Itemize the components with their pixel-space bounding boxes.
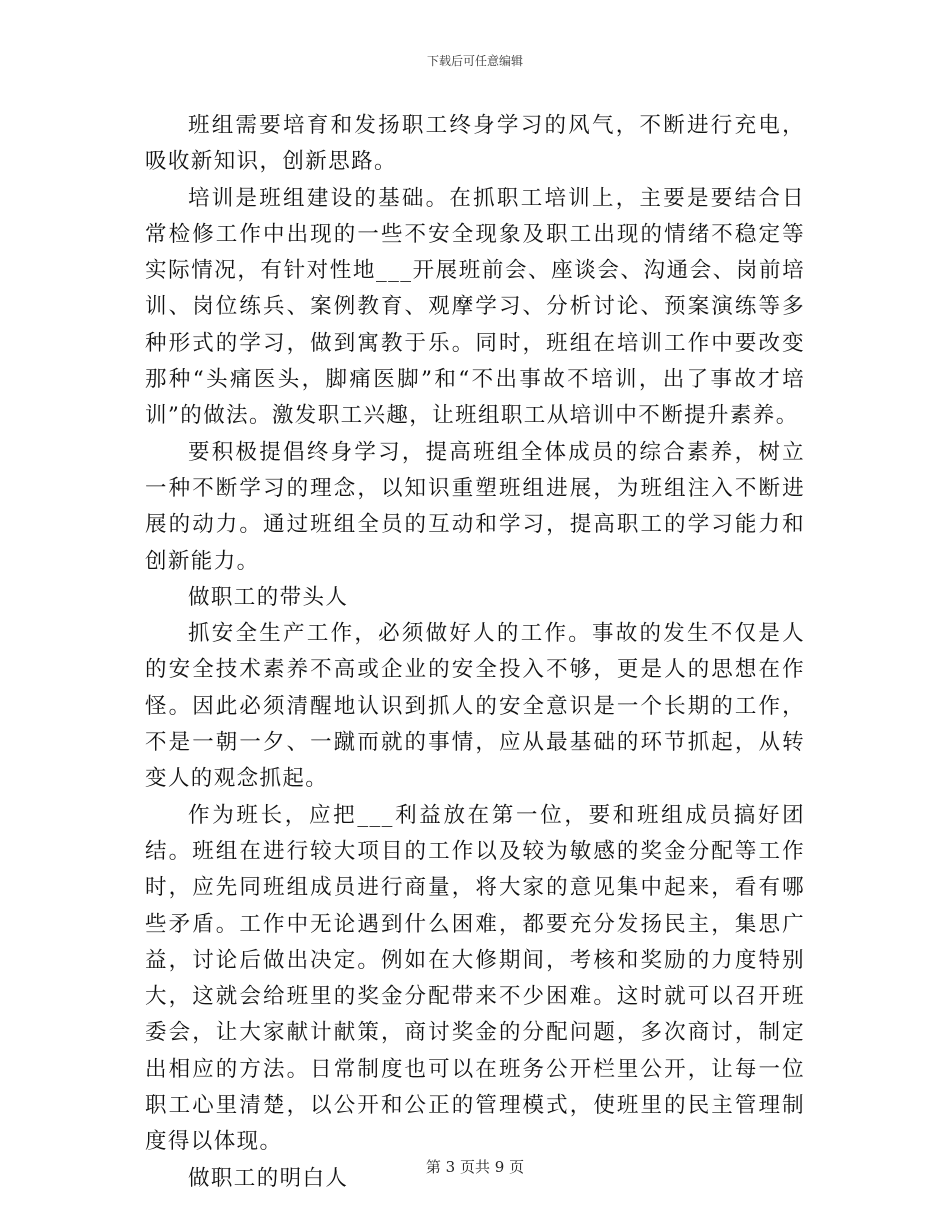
page-header: 下载后可任意编辑: [426, 54, 523, 68]
page-footer: 第 3 页共 9 页: [425, 1158, 525, 1176]
paragraph-safety-production: 抓安全生产工作，必须做好人的工作。事故的发生不仅是人的安全技术素养不高或企业的安全投入不够，更是人的思想在作怪。因此必须清醒地认识到抓人的安全意识是一个长期的工作，不是一朝一夕、一蹴而就的事情，应从最基础的环节抓起，从转变人的观念抓起。: [145, 621, 805, 792]
paragraph-lifelong-learning: 班组需要培育和发扬职工终身学习的风气，不断进行充电，吸收新知识，创新思路。: [145, 113, 805, 175]
paragraph-training: 培训是班组建设的基础。在抓职工培训上，主要是要结合日常检修工作中出现的一些不安全现象及职工出现的情绪不稳定等实际情况，有针对性地___开展班前会、座谈会、沟通会、岗前培训、岗位练兵、案例教育、观摩学习、分析讨论、预案演练等多种形式的学习，做到寓教于乐。同时，班组在培训工作中要改变那种“头痛医头，脚痛医脚”和“不出事故不培训，出了事故才培训”的做法。激发职工兴趣，让班组职工从培训中不断提升素养。: [145, 185, 805, 429]
paragraph-team-leader: 作为班长，应把___利益放在第一位，要和班组成员搞好团结。班组在进行较大项目的工作以及较为敏感的奖金分配等工作时，应先同班组成员进行商量，将大家的意见集中起来，看有哪些矛盾。工作中无论遇到什么困难，都要充分发扬民主，集思广益，讨论后做出决定。例如在大修期间，考核和奖励的力度特别大，这就会给班里的奖金分配带来不少困难。这时就可以召开班委会，让大家献计献策，商讨奖金的分配问题，多次商讨，制定出相应的方法。日常制度也可以在班务公开栏里公开，让每一位职工心里清楚，以公开和公正的管理模式，使班里的民主管理制度得以体现。: [145, 802, 805, 1155]
paragraph-promote-learning: 要积极提倡终身学习，提高班组全体成员的综合素养，树立一种不断学习的理念，以知识重塑班组进展，为班组注入不断进展的动力。通过班组全员的互动和学习，提高职工的学习能力和创新能力。: [145, 439, 805, 574]
section-heading-understanding: 做职工的明白人: [188, 1165, 349, 1191]
document-body: [145, 108, 805, 1197]
section-heading-leader: 做职工的带头人: [188, 584, 349, 610]
